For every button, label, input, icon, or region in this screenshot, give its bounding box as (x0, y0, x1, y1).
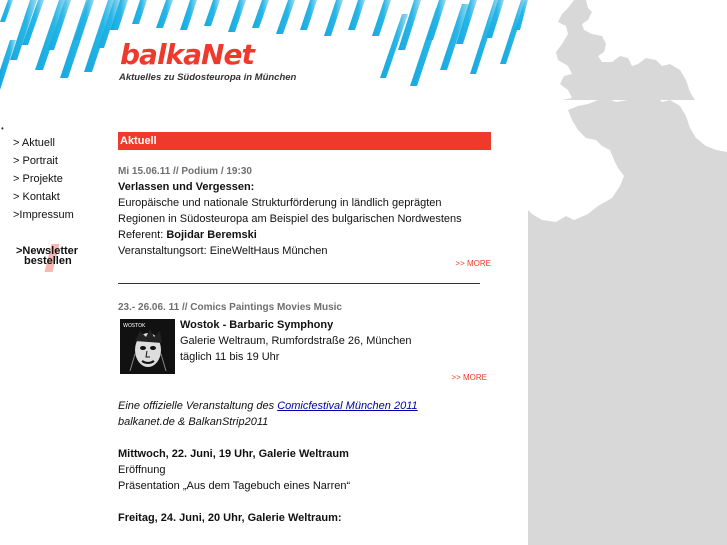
event2-title: Wostok - Barbaric Symphony (180, 319, 334, 331)
event2-date2: Freitag, 24. Juni, 20 Uhr, Galerie Weltraum: (118, 512, 342, 524)
nav-projekte[interactable]: > Projekte (13, 173, 63, 185)
event2-tags: balkanet.de & BalkanStrip2011 (118, 416, 269, 428)
map-silhouette (528, 0, 727, 100)
event2-line1: Eröffnung (118, 464, 166, 476)
logo-title: balkaNet (120, 38, 254, 71)
event1-more-link[interactable]: >> MORE (455, 259, 491, 268)
map-silhouette-lower (528, 100, 727, 545)
logo-subtitle: Aktuelles zu Südosteuropa in München (119, 72, 297, 83)
newsletter-link[interactable] (16, 244, 96, 274)
event1-title: Verlassen und Vergessen: (118, 181, 255, 193)
event2-more-link[interactable]: >> MORE (451, 373, 487, 382)
event2-address: Galerie Weltraum, Rumfordstraße 26, München (180, 335, 412, 347)
wostok-thumbnail[interactable] (120, 319, 175, 374)
event1-venue: Veranstaltungsort: EineWeltHaus München (118, 245, 328, 257)
event2-block (118, 317, 491, 373)
comicfestival-link[interactable]: Comicfestival München 2011 (277, 400, 418, 412)
event2-text (180, 317, 412, 365)
event1-desc2: Regionen in Südosteuropa am Beispiel des bulgarischen Nordwestens (118, 213, 462, 225)
newsletter-line1: >Newsletter (16, 245, 79, 257)
thumb-label: WOSTOK (123, 323, 146, 329)
wostok-face-icon (120, 319, 175, 374)
main-content (118, 132, 491, 526)
bullet-dot: • (1, 124, 4, 133)
section-title: Aktuell (118, 132, 491, 150)
event1-desc1: Europäische und nationale Strukturförderung in ländlich geprägten (118, 197, 442, 209)
newsletter-label (16, 246, 78, 266)
logo[interactable] (118, 38, 378, 88)
event2-meta: 23.- 26.06. 11 // Comics Paintings Movies Music (118, 302, 342, 313)
header-banner (0, 0, 727, 100)
event2-intro: Eine offizielle Veranstaltung des (118, 400, 275, 412)
nav-impressum[interactable]: >Impressum (13, 209, 74, 221)
speaker-name: Bojidar Beremski (166, 229, 257, 241)
nav-aktuell[interactable]: > Aktuell (13, 137, 55, 149)
event1-meta: Mi 15.06.11 // Podium / 19:30 (118, 166, 252, 177)
event2-date1: Mittwoch, 22. Juni, 19 Uhr, Galerie Weltraum (118, 448, 349, 460)
event2-line2: Präsentation „Aus dem Tagebuch eines Narren“ (118, 480, 351, 492)
speaker-label: Referent: (118, 229, 164, 241)
event1-speaker-line (118, 227, 491, 243)
main-nav (13, 134, 74, 224)
nav-portrait[interactable]: > Portrait (13, 155, 58, 167)
newsletter-line2: bestellen (24, 255, 72, 267)
event2-hours: täglich 11 bis 19 Uhr (180, 351, 280, 363)
event2-intro-line (118, 398, 491, 414)
nav-kontakt[interactable]: > Kontakt (13, 191, 60, 203)
